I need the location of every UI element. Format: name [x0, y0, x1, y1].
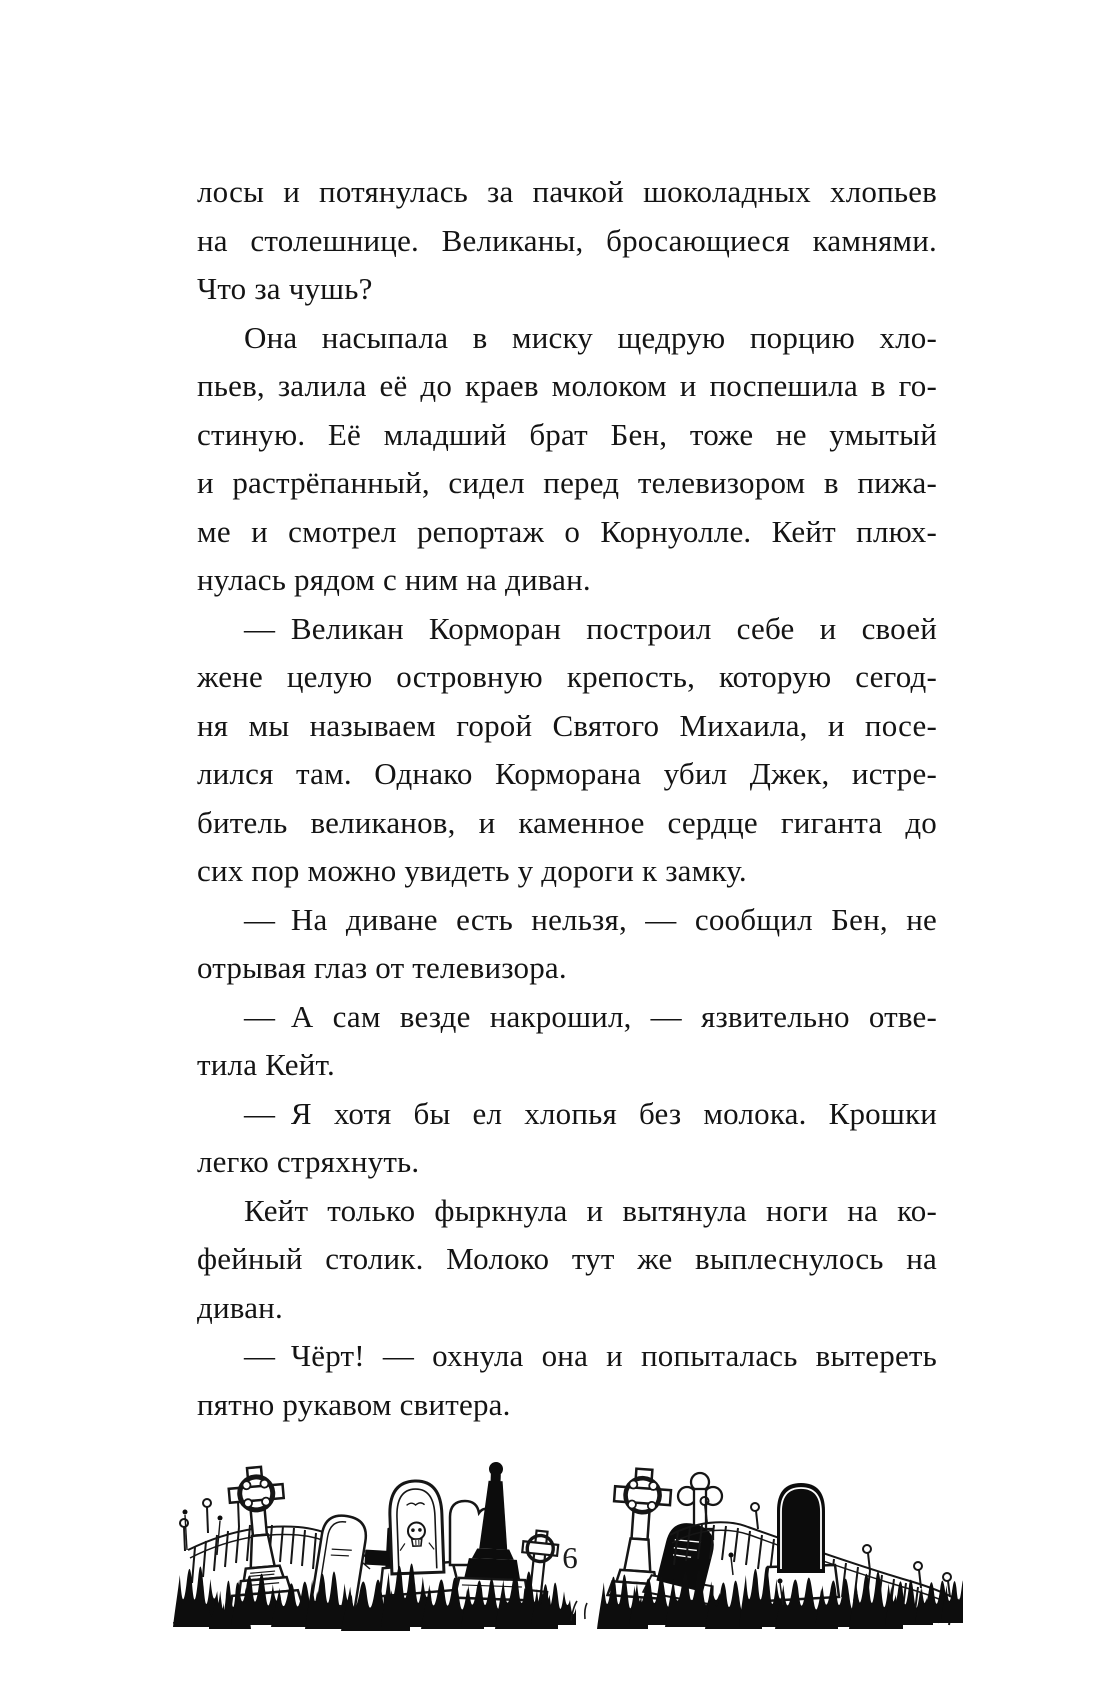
text-line: лился там. Однако Корморана убил Джек, истре-	[197, 756, 937, 791]
text-line: и растрёпанный, сидел перед телевизором в пижа-	[197, 465, 937, 500]
text-line: битель великанов, и каменное сердце гиганта до	[197, 804, 937, 840]
text-line: ме и смотрел репортаж о Корнуолле. Кейт плюх-	[197, 513, 937, 549]
text-line: ня мы называем горой Святого Михаила, и посе-	[197, 707, 937, 743]
text-line: Она насыпала в миску щедрую порцию хло-	[244, 319, 937, 355]
text-line: тила Кейт.	[197, 1047, 335, 1082]
text-line: на столешнице. Великаны, бросающиеся камнями.	[197, 222, 937, 258]
text-line: легко стряхнуть.	[197, 1144, 420, 1179]
text-line: — Чёрт! — охнула она и попыталась вытереть	[244, 1338, 937, 1373]
text-line: стиную. Её младший брат Бен, тоже не умытый	[197, 416, 937, 452]
text-line: жене целую островную крепость, которую сегод-	[197, 659, 937, 694]
text-line: диван.	[197, 1289, 283, 1325]
text-line: Кейт только фыркнула и вытянула ноги на ко-	[244, 1192, 937, 1228]
text-line: сих пор можно увидеть у дороги к замку.	[197, 853, 747, 888]
text-line: — Великан Корморан построил себе и своей	[244, 610, 937, 646]
text-line: отрывая глаз от телевизора.	[197, 950, 567, 985]
text-line: нулась рядом с ним на диван.	[197, 562, 591, 597]
page-number: 6	[562, 1540, 578, 1575]
text-line: пятно рукавом свитера.	[197, 1386, 511, 1422]
text-line: фейный столик. Молоко тут же выплеснулось на	[197, 1241, 937, 1276]
text-line: — А сам везде накрошил, — язвительно отве-	[244, 998, 937, 1034]
text-line: лосы и потянулась за пачкой шоколадных хлопьев	[197, 174, 937, 209]
text-line: — На диване есть нельзя, — сообщил Бен, не	[244, 901, 937, 937]
text-line: — Я хотя бы ел хлопья без молока. Крошки	[244, 1095, 937, 1131]
text-line: пьев, залила её до краев молоком и поспешила в го-	[197, 368, 937, 403]
text-line: Что за чушь?	[197, 271, 373, 306]
body-text	[197, 168, 937, 1429]
headstone-black-tall	[764, 1483, 839, 1601]
